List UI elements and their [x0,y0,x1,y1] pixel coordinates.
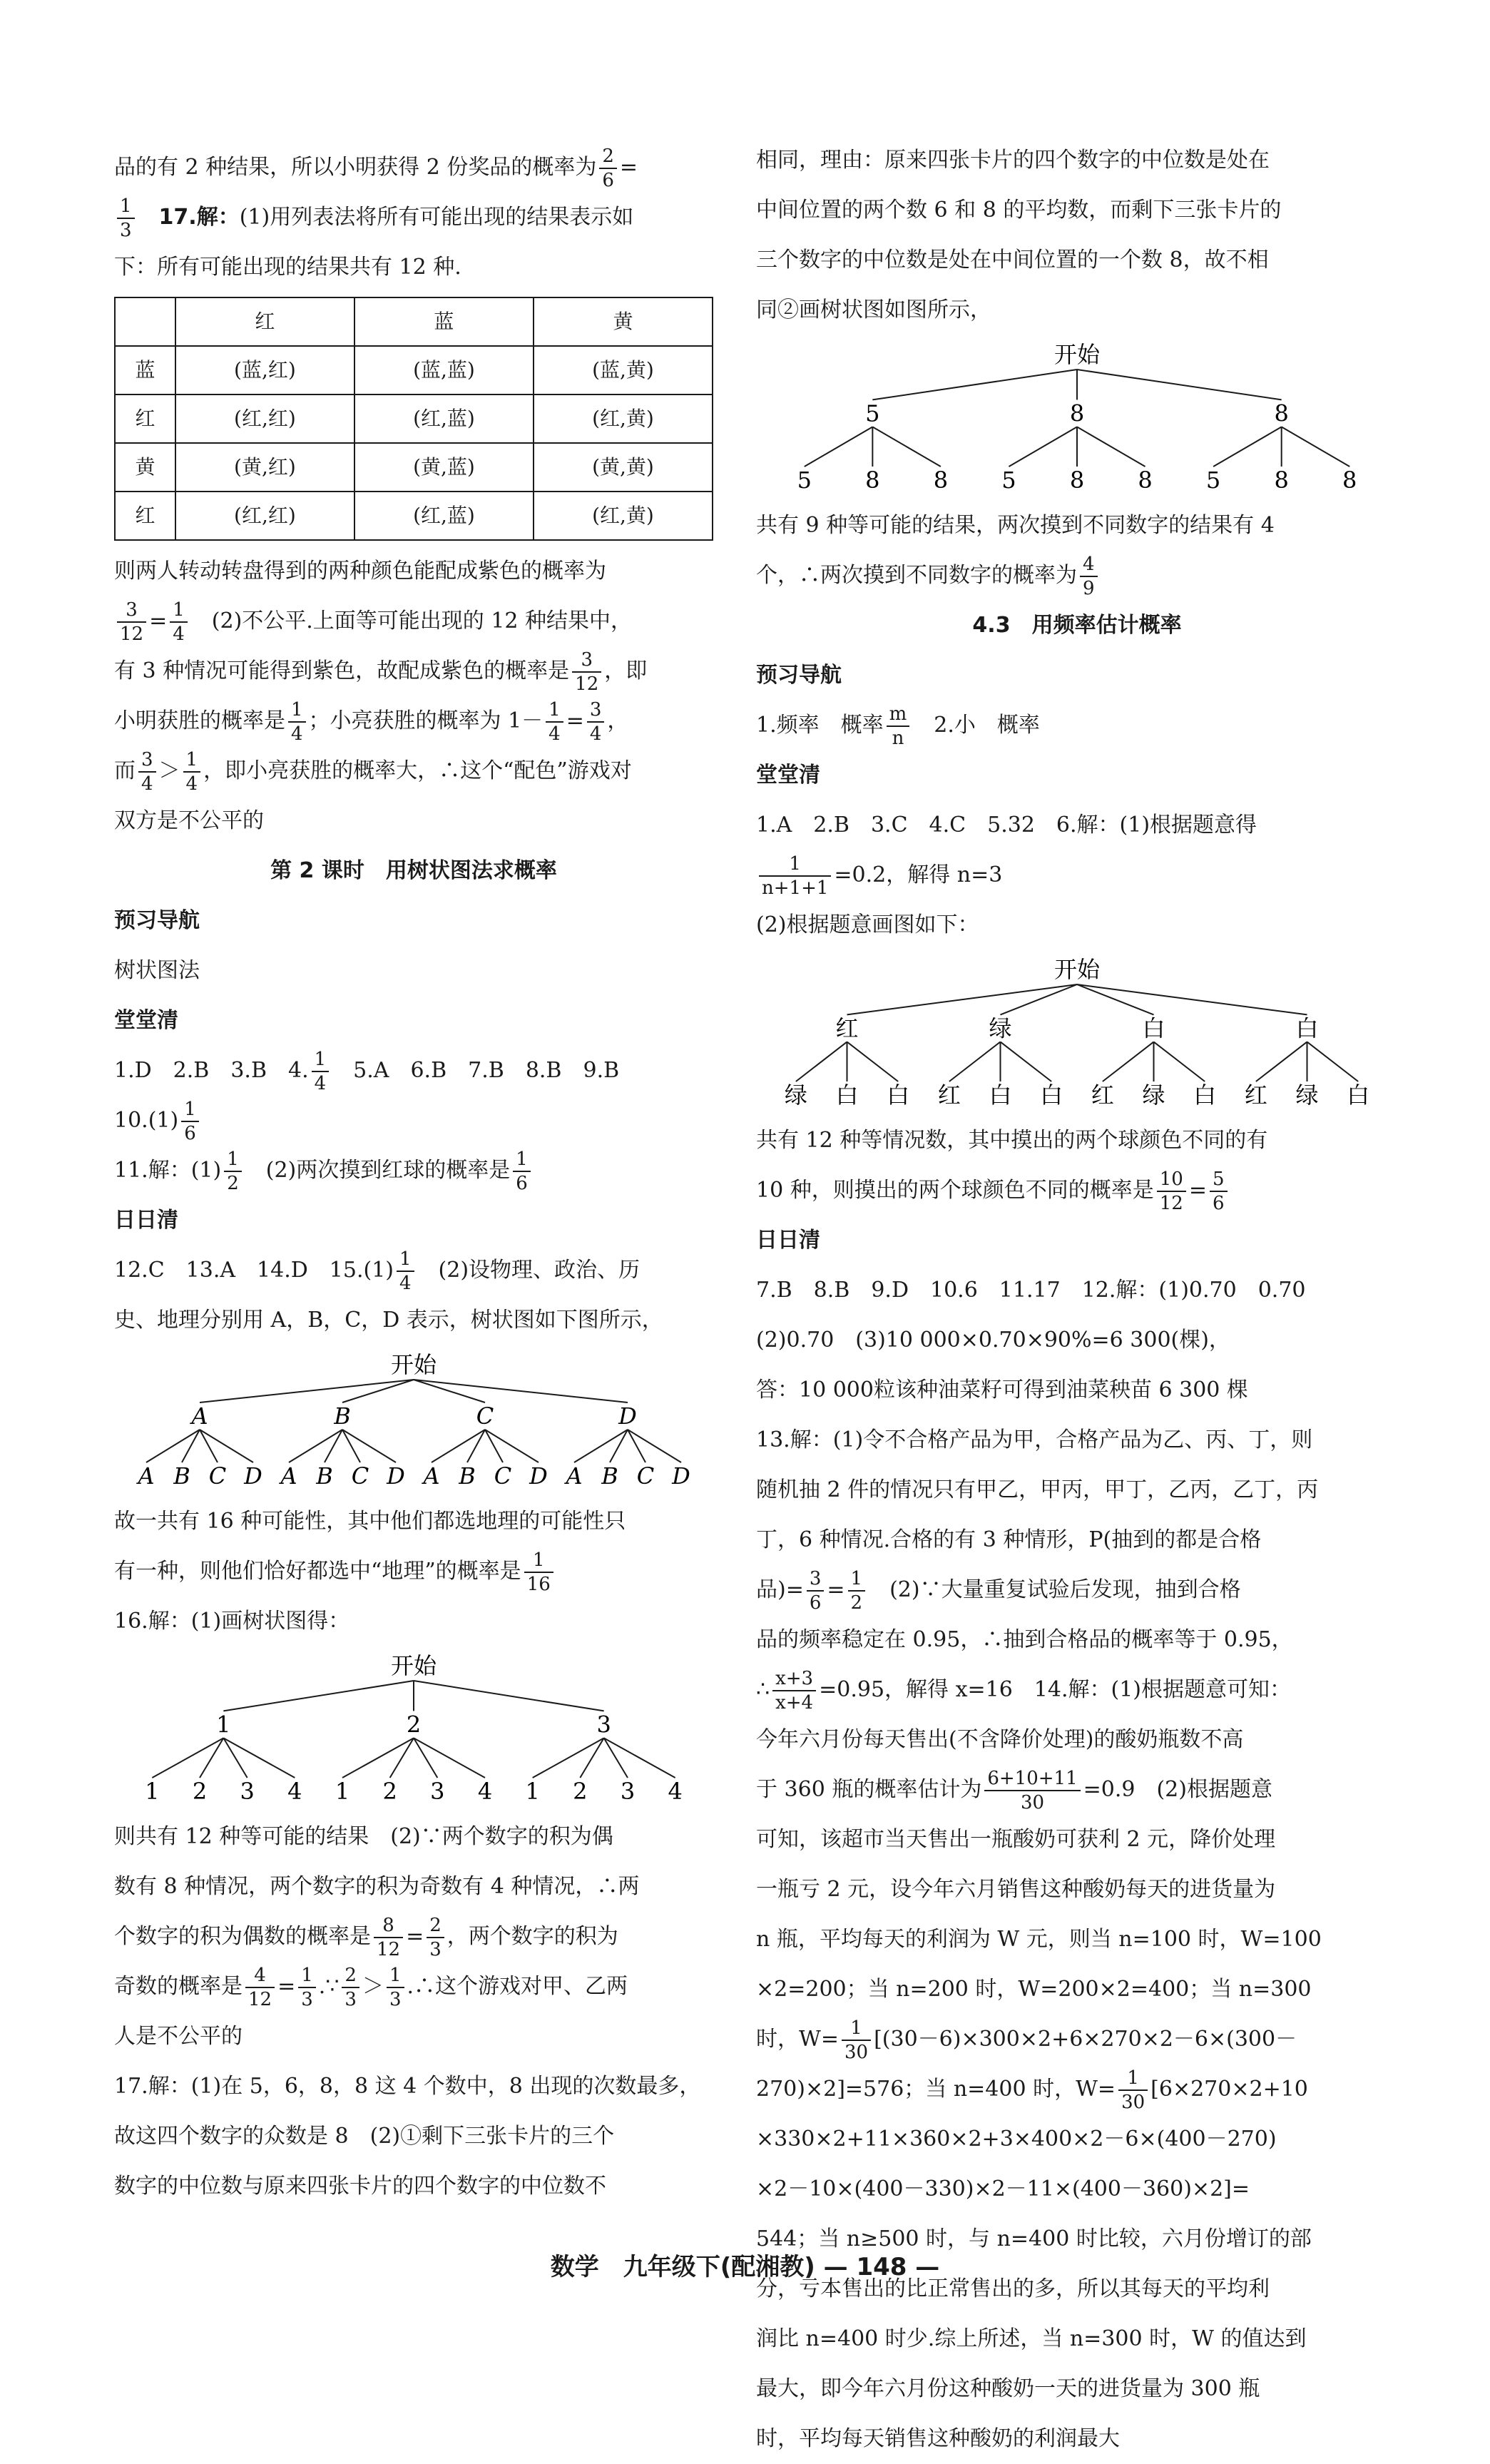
tree-branch [805,427,873,467]
text-line: 润比 n=400 时少.综上所述，当 n=300 时，W 的值达到 [756,2326,1307,2351]
fraction: $\frac{4}{9}$ [1080,553,1098,600]
tree-branch [200,1430,253,1462]
tree-node: 1 [216,1711,231,1738]
text-line: 时，W= $\frac{1}{30}$ [(30－6)×300×2+6×270×2－6×(300－ [756,2017,1297,2063]
text-line: 相同，理由：原来四张卡片的四个数字的中位数是处在 [756,148,1270,173]
text-line: 10.(1) $\frac{1}{6}$ [114,1096,713,1146]
text-line: 个，∴两次摸到不同数字的概率为 $\frac{4}{9}$ [756,551,1398,601]
fraction: $\frac{3}{4}$ [587,698,605,745]
text-line: 数有 8 种情况，两个数字的积为奇数有 4 种情况，∴两 [114,1874,640,1899]
tree-leaf: 5 [1205,467,1221,494]
tree-leaf: 绿 [1295,1081,1319,1109]
tree-leaf: 8 [1274,467,1289,494]
tree-leaf: 8 [1069,467,1085,494]
tree-branch [1077,427,1145,467]
tree-node: 2 [406,1711,422,1738]
text-line: 7.B 8.B 9.D 10.6 11.17 12.解：(1)0.70 0.70 [756,1278,1306,1303]
text-line: 奇数的概率是 $\frac{4}{12}$ = $\frac{1}{3}$ .∵ $\frac{2}{3}$ ＞ $\frac{1}{3}$ .∴这个游戏对甲、乙两 [114,1965,628,2010]
fraction: $\frac{3}{12}$ [572,648,601,696]
text-line: 10 种，则摸出的两个球颜色不同的概率是 $\frac{10}{12}$ = $\frac{5}{6}$ [756,1166,1398,1216]
tree-leaf: A [138,1462,155,1490]
fraction: $\frac{2}{3}$ [427,1914,444,1961]
tree-node: 绿 [989,1014,1012,1042]
text-line: 故一共有 16 种可能性，其中他们都选地理的可能性只 [114,1509,626,1534]
fraction: $\frac{1}{3}$ [298,1964,316,2011]
tree-leaf: B [316,1462,333,1490]
tree-root: 开始 [1053,956,1101,983]
tree-leaf: 3 [430,1778,445,1805]
table-row: 蓝 (蓝,红) (蓝,蓝) (蓝,黄) [115,346,713,394]
fraction: $\frac{6+10+11}{30}$ [984,1767,1080,1814]
page-number: — 148 — [823,2253,940,2281]
tree-leaf: C [636,1462,655,1490]
tree-leaf: 4 [477,1778,493,1805]
text-line: 分，亏本售出的比正常售出的多，所以其每天的平均利 [756,2276,1270,2301]
fraction: $\frac{1}{6}$ [181,1098,199,1145]
tree-diagram-balls [756,954,1398,1111]
fraction: $\frac{10}{12}$ [1157,1168,1186,1215]
tree-branch [1154,1042,1205,1081]
tree-leaf: D [529,1462,548,1490]
tree-branch [796,1042,847,1081]
tree-leaf: 白 [1193,1081,1217,1109]
tree-leaf: B [601,1462,618,1490]
tree-leaf: 白 [887,1081,910,1109]
tree-leaf: 白 [1040,1081,1063,1109]
text-line: 时，平均每天销售这种酸奶的利润最大 [756,2426,1120,2451]
fraction: $\frac{1}{6}$ [513,1148,531,1195]
text-line: 16.解：(1)画树状图得： [114,1609,350,1634]
text-line: 11.解：(1) $\frac{1}{2}$ (2)两次摸到红球的概率是 $\frac{1}{6}$ [114,1146,713,1196]
text-line: ×2=200；当 n=200 时，W=200×2=400；当 n=300 [756,1977,1312,2002]
text-line: ×2－10×(400－330)×2－11×(400－360)×2]= [756,2177,1250,2201]
tree-branch [1282,427,1350,467]
tree-leaf: 8 [1342,467,1357,494]
fraction: $\frac{1}{4}$ [170,599,188,646]
tree-branch [533,1738,604,1778]
tree-leaf: 1 [335,1778,350,1805]
fraction: $\frac{1}{30}$ [842,2017,871,2064]
tree-leaf: 红 [937,1081,961,1109]
tree-node: 8 [1274,399,1289,427]
text-line: 品的频率稳定在 0.95，∴抽到合格品的概率等于 0.95， [756,1627,1293,1652]
tree-branch [414,1681,604,1711]
heading-daily: 日日清 [114,1208,178,1233]
left-column [114,143,713,2211]
text-line: 可知，该超市当天售出一瓶酸奶可获利 2 元，降价处理 [756,1827,1276,1852]
text-line: 品的有 2 种结果，所以小明获得 2 份奖品的概率为 $\frac{2}{6}$ = [114,146,638,191]
tree-node: 白 [1295,1014,1319,1042]
text-line: 12.C 13.A 14.D 15.(1) $\frac{1}{4}$ (2)设物理、政治、历 [114,1248,641,1294]
tree-branch [628,1430,681,1462]
tree-root: 开始 [390,1351,437,1378]
fraction: $\frac{1}{30}$ [1118,2067,1148,2114]
heading-preview: 预习导航 [756,663,842,688]
tree-branch [872,370,1077,399]
tree-branch [949,1042,1001,1081]
tree-branch [1077,984,1307,1014]
page-footer [0,2247,1490,2282]
tree-branch [1213,427,1282,467]
text-line: 而 $\frac{3}{4}$ ＞ $\frac{1}{4}$ ，即小亮获胜的概率大，∴这个“配色”游戏对 [114,749,632,795]
tree-branch [847,1042,899,1081]
fraction: $\frac{4}{12}$ [245,1964,275,2011]
tree-leaf: D [672,1462,690,1490]
tree-branch [289,1430,342,1462]
tree-leaf: B [173,1462,190,1490]
tree-node: 3 [596,1711,611,1738]
tree-node: C [476,1402,494,1430]
text-line: 于 360 瓶的概率估计为 $\frac{6+10+11}{30}$ =0.9 (2)根据题意 [756,1768,1272,1813]
tree-leaf: 绿 [784,1081,807,1109]
section-title: 第 2 课时 用树状图法求概率 [270,858,557,883]
tree-node: A [191,1402,208,1430]
tree-leaf: A [423,1462,440,1490]
text-line: (2)0.70 (3)10 000×0.70×90%=6 300(棵)， [756,1328,1230,1353]
tree-leaf: 3 [240,1778,255,1805]
tree-leaf: 绿 [1142,1081,1165,1109]
text-line: 270)×2]=576；当 n=400 时，W= $\frac{1}{30}$ [6×270×2+10 [756,2067,1308,2113]
text-line: 随机抽 2 件的情况只有甲乙，甲丙，甲丁，乙丙，乙丁，丙 [756,1477,1319,1502]
tree-branch [414,1738,485,1778]
tree-leaf: 红 [1244,1081,1267,1109]
tree-node: 红 [835,1014,859,1042]
text-line: 中间位置的两个数 6 和 8 的平均数，而剩下三张卡片的 [756,198,1282,223]
tree-diagram-numbers [114,1651,713,1808]
tree-node: 8 [1069,399,1085,427]
table-row: 红 (红,红) (红,蓝) (红,黄) [115,492,713,540]
tree-leaf: 4 [287,1778,302,1805]
tree-node: B [334,1402,351,1430]
text-line: 17.解：(1)在 5，6，8，8 这 4 个数中，8 出现的次数最多， [114,2074,701,2099]
tree-leaf: 白 [989,1081,1012,1109]
tree-leaf: 白 [835,1081,859,1109]
tree-leaf: C [494,1462,512,1490]
footer-subject: 数学 九年级下(配湘教) [550,2253,815,2281]
tree-branch [152,1738,223,1778]
tree-branch [847,984,1078,1014]
fraction: $\frac{x+3}{x+4}$ [772,1667,816,1714]
text-line: 小明获胜的概率是 $\frac{1}{4}$ ；小亮获胜的概率为 1－ $\frac{1}{4}$ = $\frac{3}{4}$ ， [114,699,629,745]
tree-leaf: D [387,1462,405,1490]
fraction: $\frac{3}{4}$ [138,748,156,795]
tree-branch [485,1430,539,1462]
tree-leaf: 1 [145,1778,160,1805]
tree-branch [342,1738,414,1778]
fraction: $\frac{1}{3}$ [117,195,135,242]
text-line: 今年六月份每天售出(不含降价处理)的酸奶瓶数不高 [756,1727,1244,1752]
text-line: 1.频率 概率 $\frac{m}{n}$ 2.小 概率 [756,703,1040,749]
tree-node: 白 [1142,1014,1165,1042]
text-line: 同②画树状图如图所示， [756,297,991,322]
heading-class: 堂堂清 [114,1008,178,1033]
tree-branch [604,1738,675,1778]
fraction: $\frac{1}{4}$ [312,1048,330,1095]
tree-leaf: 2 [382,1778,397,1805]
color-table [114,297,713,541]
heading-daily: 日日清 [756,1228,820,1253]
tree-leaf: 红 [1091,1081,1114,1109]
tree-root: 开始 [390,1652,437,1679]
fraction: $\frac{1}{4}$ [288,698,306,745]
tree-branch [872,427,941,467]
heading-preview: 预习导航 [114,908,200,933]
text-line: 13.解：(1)令不合格产品为甲，合格产品为乙、丙、丁，则 [756,1427,1313,1452]
text-line: 丁，6 种情况.合格的有 3 种情形，P(抽到的都是合格 [756,1527,1262,1552]
fraction: $\frac{2}{3}$ [342,1964,359,2011]
tree-branch [1307,1042,1359,1081]
tree-branch [574,1430,628,1462]
tree-branch [200,1380,414,1402]
tree-branch [432,1430,485,1462]
text-line: 有一种，则他们恰好都选中“地理”的概率是 $\frac{1}{16}$ [114,1547,713,1597]
fraction: $\frac{1}{4}$ [183,748,201,795]
tree-branch [1103,1042,1154,1081]
text-line: 共有 12 种等情况数，其中摸出的两个球颜色不同的有 [756,1128,1268,1153]
tree-leaf: 8 [933,467,949,494]
fraction: $\frac{3}{12}$ [117,599,146,646]
text-line: ∴ $\frac{x+3}{x+4}$ =0.95，解得 x=16 14.解：(1)根据题意可知： [756,1668,1291,1714]
tree-leaf: 白 [1347,1081,1370,1109]
heading-class: 堂堂清 [756,763,820,788]
text-line: $\frac{1}{3}$ 17.解：(1)用列表法将所有可能出现的结果表示如 [114,193,713,243]
table-header-row: 红 蓝 黄 [115,297,713,346]
text-line: 树状图法 [114,958,200,983]
tree-branch [223,1738,295,1778]
tree-node: 5 [865,399,880,427]
fraction: $\frac{m}{n}$ [887,703,910,750]
text-line: 544；当 n≥500 时，与 n=400 时比较，六月份增订的部 [756,2226,1312,2251]
tree-leaf: C [208,1462,227,1490]
tree-branch [146,1430,200,1462]
tree-branch [414,1380,628,1402]
text-line: 三个数字的中位数是处在中间位置的一个数 8，故不相 [756,248,1269,273]
text-line: 史、地理分别用 A，B，C，D 表示，树状图如下图所示， [114,1308,663,1333]
tree-leaf: 1 [525,1778,540,1805]
tree-leaf: 8 [865,467,880,494]
fraction: $\frac{1}{2}$ [224,1148,242,1195]
tree-branch [1001,1042,1052,1081]
fraction: $\frac{5}{6}$ [1210,1168,1228,1215]
text-line: 故这四个数字的众数是 8 (2)①剩下三张卡片的三个 [114,2124,615,2149]
tree-branch [1077,370,1282,399]
right-column [756,136,1398,2464]
tree-diagram-cards [756,340,1398,497]
tree-node: D [618,1402,637,1430]
section-title: 4.3 用频率估计概率 [972,613,1182,638]
tree-branch [1256,1042,1307,1081]
fraction: $\frac{2}{6}$ [599,145,617,192]
tree-branch [223,1681,414,1711]
text-line: 最大，即今年六月份这种酸奶一天的进货量为 300 瓶 [756,2376,1260,2401]
text-line: n 瓶，平均每天的利润为 W 元，则当 n=100 时，W=100 [756,1927,1322,1952]
text-line: $\frac{3}{12}$ = $\frac{1}{4}$ (2)不公平.上面等可能出现的 12 种结果中， [114,596,713,646]
text-line: 个数字的积为偶数的概率是 $\frac{8}{12}$ = $\frac{2}{3}$ ，两个数字的积为 [114,1915,618,1960]
text-line: 有 3 种情况可能得到紫色，故配成紫色的概率是 $\frac{3}{12}$ ，即 [114,649,648,695]
text-line: 品)= $\frac{3}{6}$ = $\frac{1}{2}$ (2)∵大量重复试验后发现，抽到合格 [756,1568,1241,1614]
tree-branch [342,1430,396,1462]
text-line: 共有 9 种等可能的结果，两次摸到不同数字的结果有 4 [756,513,1275,538]
table-row: 红 (红,红) (红,蓝) (红,黄) [115,394,713,443]
tree-branch [1009,427,1077,467]
text-line: (2)根据题意画图如下： [756,912,979,937]
text-line: 答：10 000粒该种油菜籽可得到油菜秧苗 6 300 棵 [756,1378,1248,1402]
tree-leaf: C [351,1462,369,1490]
tree-leaf: 4 [668,1778,683,1805]
text-line: 双方是不公平的 [114,808,264,833]
tree-leaf: 2 [573,1778,588,1805]
fraction: $\frac{1}{4}$ [546,698,563,745]
text-line: $\frac{1}{n+1+1}$ =0.2，解得 n=3 [756,850,1398,900]
tree-leaf: B [459,1462,476,1490]
tree-leaf: 2 [192,1778,208,1805]
text-line: 则两人转动转盘得到的两种颜色能配成紫色的概率为 [114,559,606,584]
fraction: $\frac{8}{12}$ [374,1914,403,1961]
fraction: $\frac{1}{3}$ [387,1964,404,2011]
tree-leaf: A [280,1462,297,1490]
table-row: 黄 (黄,红) (黄,蓝) (黄,黄) [115,443,713,492]
text-line: ×330×2+11×360×2+3×400×2－6×(400－270) [756,2127,1277,2152]
tree-leaf: 8 [1138,467,1153,494]
tree-leaf: D [244,1462,262,1490]
tree-leaf: 3 [620,1778,636,1805]
text-line: 1.D 2.B 3.B 4. $\frac{1}{4}$ 5.A 6.B 7.B 8.B 9.B [114,1049,620,1094]
tree-root: 开始 [1053,341,1101,368]
tree-leaf: 5 [1001,467,1016,494]
text-line: 一瓶亏 2 元，设今年六月销售这种酸奶每天的进货量为 [756,1877,1276,1902]
fraction: $\frac{1}{4}$ [397,1248,414,1295]
text-line: 下：所有可能出现的结果共有 12 种. [114,255,461,280]
tree-diagram-subjects [114,1350,713,1492]
fraction: $\frac{3}{6}$ [807,1567,825,1614]
text-line: 则共有 12 种等可能的结果 (2)∵两个数字的积为偶 [114,1824,613,1849]
text-line: 数字的中位数与原来四张卡片的四个数字的中位数不 [114,2174,606,2199]
fraction: $\frac{1}{2}$ [848,1567,866,1614]
tree-leaf: 5 [797,467,812,494]
fraction: $\frac{1}{n+1+1}$ [759,852,831,900]
fraction: $\frac{1}{16}$ [524,1549,553,1596]
tree-leaf: A [566,1462,583,1490]
text-line: 人是不公平的 [114,2024,243,2049]
text-line: 1.A 2.B 3.C 4.C 5.32 6.解：(1)根据题意得 [756,813,1257,838]
